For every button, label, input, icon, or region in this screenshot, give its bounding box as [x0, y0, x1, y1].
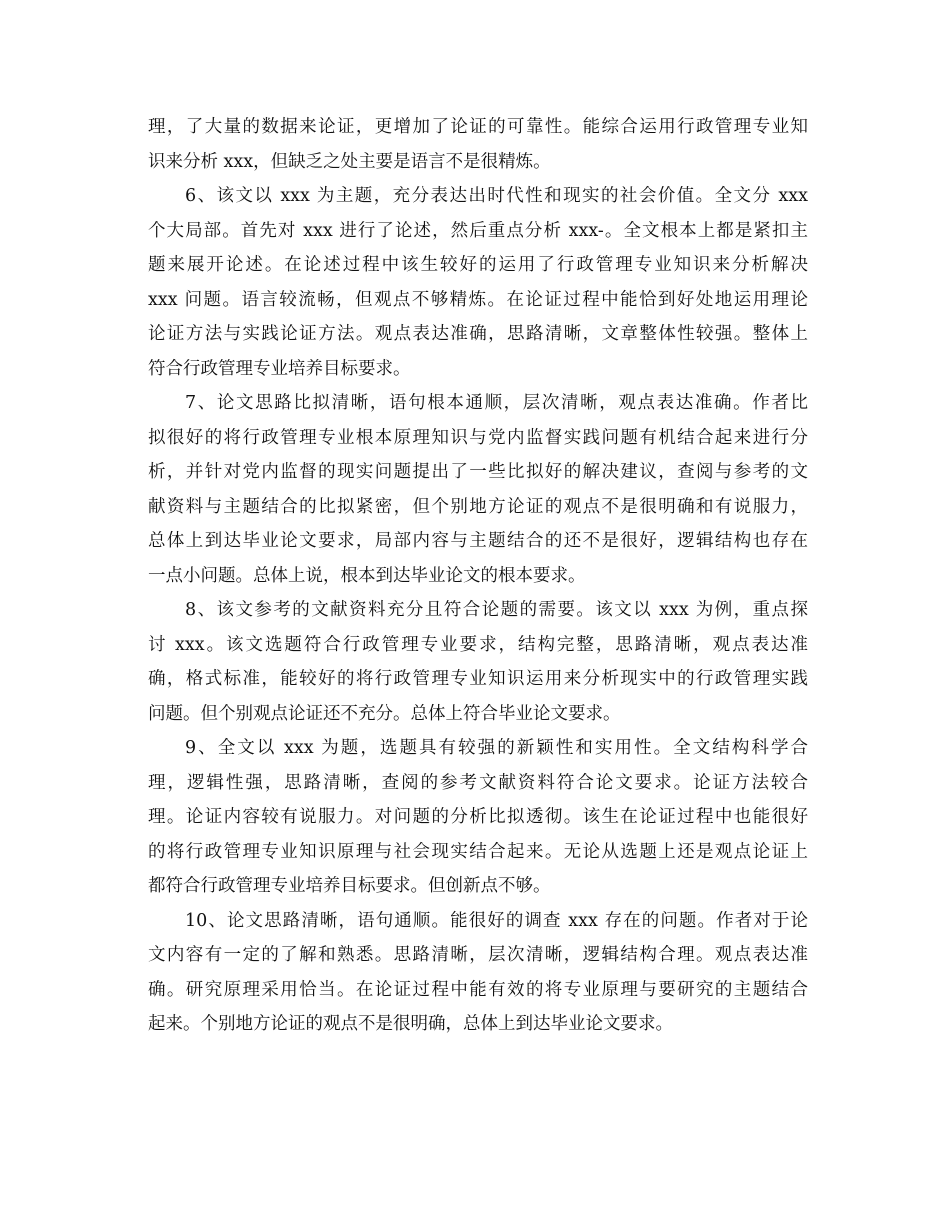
- paragraph-9: [148, 731, 808, 904]
- text-line: 理，了大量的数据来论证，更增加了论证的可靠性。能综合运用行政管理专业知: [148, 117, 808, 137]
- text-line: 理，逻辑性强，思路清晰，查阅的参考文献资料符合论文要求。论证方法较合: [148, 772, 808, 793]
- document-body: [148, 110, 808, 1042]
- text-line: 8、该文参考的文献资料充分且符合论题的需要。该文以 xxx 为例，重点探: [185, 600, 808, 620]
- text-line: 文内容有一定的了解和熟悉。思路清晰，层次清晰，逻辑结构合理。观点表达准: [148, 945, 808, 965]
- paragraph-6: [148, 179, 808, 386]
- text-line: 确。研究原理采用恰当。在论证过程中能有效的将专业原理与要研究的主题结合: [148, 979, 808, 1000]
- text-line: 个大局部。首先对 xxx 进行了论述，然后重点分析 xxx-。全文根本上都是紧扣主: [148, 220, 808, 241]
- text-line: 都符合行政管理专业培养目标要求。但创新点不够。: [148, 876, 551, 896]
- text-line: 的将行政管理专业知识原理与社会现实结合起来。无论从选题上还是观点论证上: [148, 841, 808, 862]
- text-line: 论证方法与实践论证方法。观点表达准确，思路清晰，文章整体性较强。整体上: [148, 324, 808, 344]
- text-line: 10、论文思路清晰，语句通顺。能很好的调查 xxx 存在的问题。作者对于论: [185, 910, 808, 931]
- text-line: 献资料与主题结合的比拟紧密，但个别地方论证的观点不是很明确和有说服力，: [148, 496, 808, 517]
- paragraph-8: [148, 593, 808, 731]
- text-line: 讨 xxx。该文选题符合行政管理专业要求，结构完整，思路清晰，观点表达准: [148, 634, 808, 655]
- text-line: 起来。个别地方论证的观点不是很明确，总体上到达毕业论文要求。: [148, 1014, 673, 1034]
- text-line: 6、该文以 xxx 为主题，充分表达出时代性和现实的社会价值。全文分 xxx: [185, 186, 808, 206]
- text-line: 问题。但个别观点论证还不充分。总体上符合毕业论文要求。: [148, 703, 621, 724]
- text-line: 拟很好的将行政管理专业根本原理知识与党内监督实践问题有机结合起来进行分: [148, 427, 808, 448]
- text-line: 9、全文以 xxx 为题，选题具有较强的新颖性和实用性。全文结构科学合: [185, 738, 808, 758]
- text-line: 符合行政管理专业培养目标要求。: [148, 358, 411, 379]
- paragraph-continued: [148, 110, 808, 179]
- text-line: 7、论文思路比拟清晰，语句根本通顺，层次清晰，观点表达准确。作者比: [185, 393, 808, 413]
- text-line: 识来分析 xxx，但缺乏之处主要是语言不是很精炼。: [148, 151, 551, 172]
- text-line: 总体上到达毕业论文要求，局部内容与主题结合的还不是很好，逻辑结构也存在: [148, 531, 808, 551]
- paragraph-10: [148, 904, 808, 1042]
- text-line: 题来展开论述。在论述过程中该生较好的运用了行政管理专业知识来分析解决: [148, 255, 808, 275]
- text-line: 析，并针对党内监督的现实问题提出了一些比拟好的解决建议，查阅与参考的文: [148, 462, 808, 482]
- text-line: 一点小问题。总体上说，根本到达毕业论文的根本要求。: [148, 565, 586, 586]
- text-line: 理。论证内容较有说服力。对问题的分析比拟透彻。该生在论证过程中也能很好: [148, 807, 808, 827]
- text-line: 确，格式标准，能较好的将行政管理专业知识运用来分析现实中的行政管理实践: [148, 669, 808, 689]
- text-line: xxx 问题。语言较流畅，但观点不够精炼。在论证过程中能恰到好处地运用理论: [148, 289, 808, 310]
- paragraph-7: [148, 386, 808, 593]
